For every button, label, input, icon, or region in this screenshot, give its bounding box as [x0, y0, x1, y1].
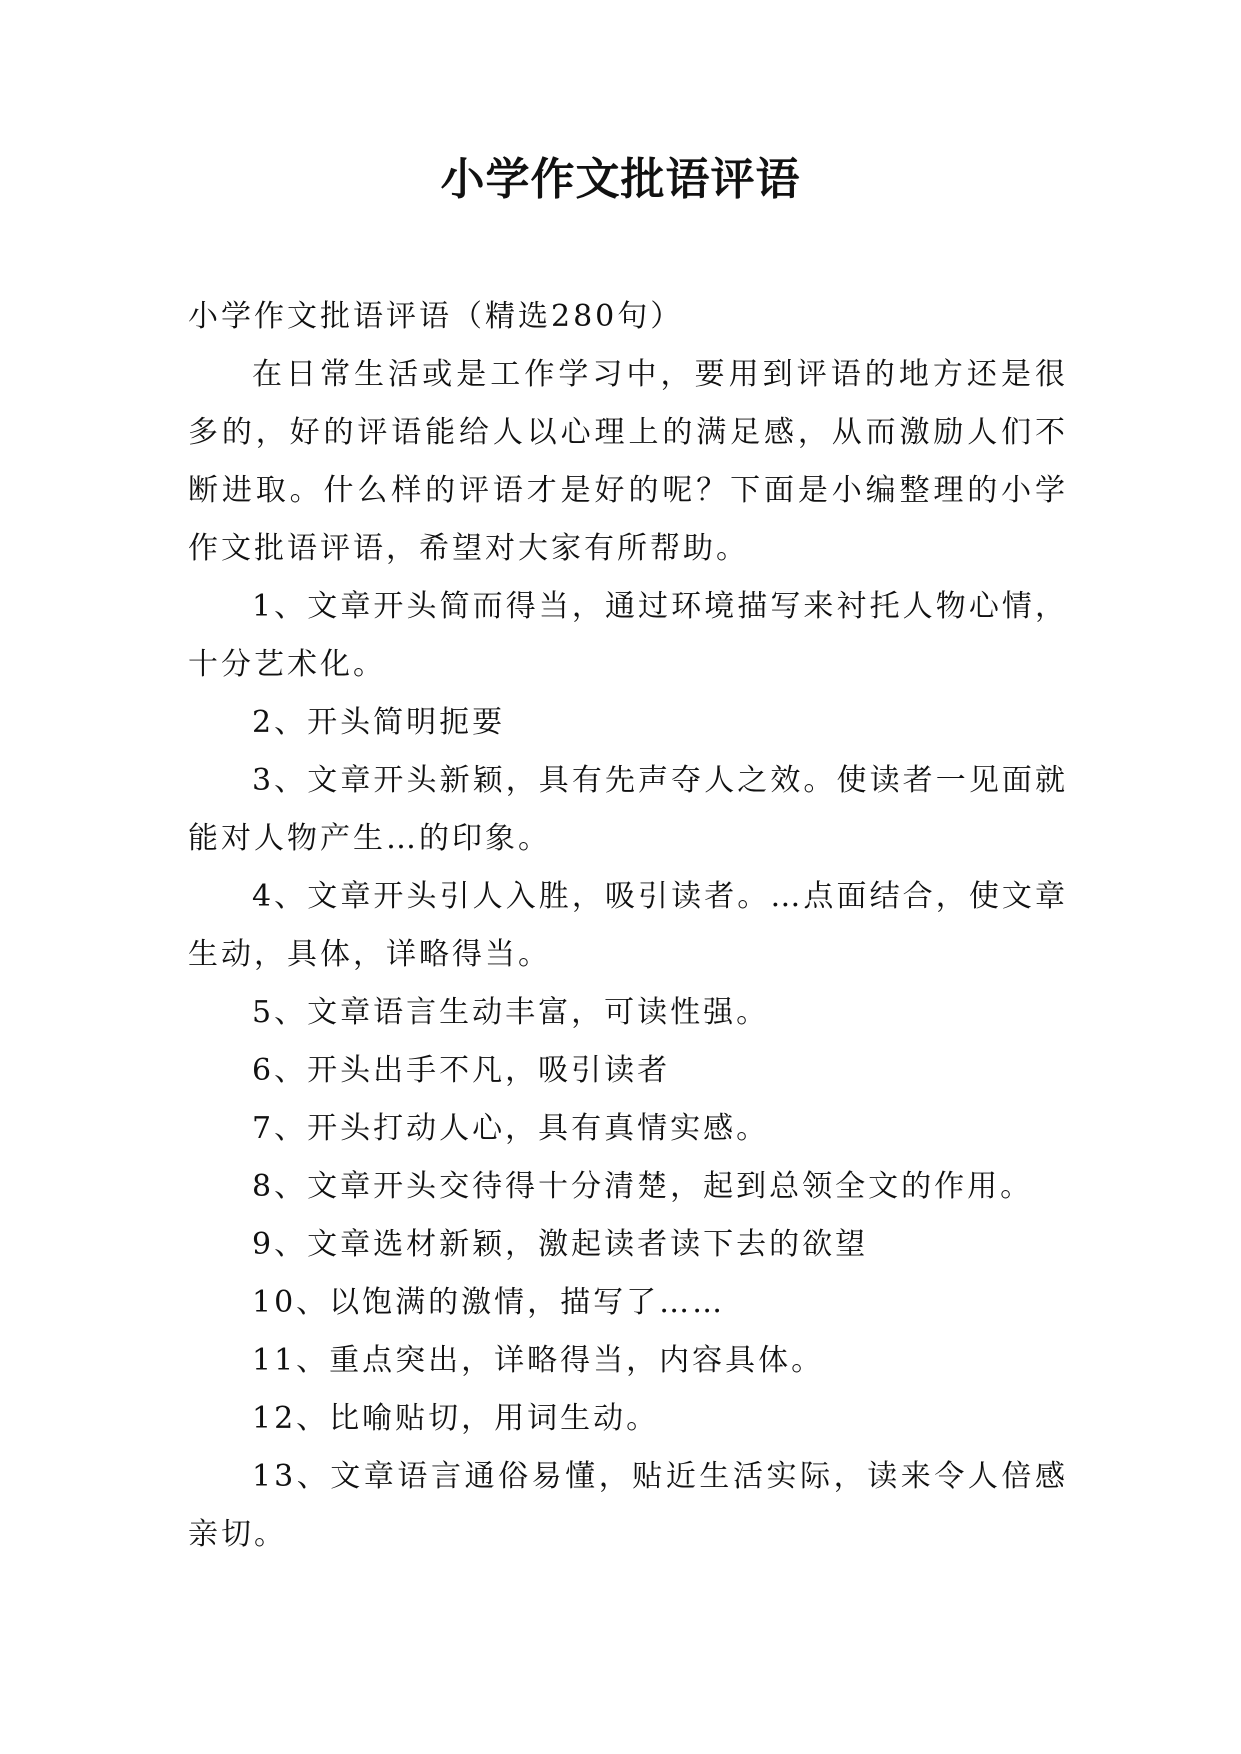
intro-paragraph: 在日常生活或是工作学习中，要用到评语的地方还是很多的，好的评语能给人以心理上的满足感，从而激励人们不断进取。什么样的评语才是好的呢？下面是小编整理的小学作文批语评语，希望对大家有所帮助。 [188, 357, 1068, 566]
comment-item: 12、比喻贴切，用词生动。 [252, 1401, 660, 1436]
comment-item: 9、文章选材新颖，激起读者读下去的欲望 [252, 1227, 869, 1262]
comment-item: 6、开头出手不凡，吸引读者 [252, 1053, 671, 1088]
document-title: 小学作文批语评语 [440, 154, 801, 205]
document-body [188, 288, 1068, 1564]
comment-item: 5、文章语言生动丰富，可读性强。 [252, 995, 770, 1030]
comment-item: 8、文章开头交待得十分清楚，起到总领全文的作用。 [252, 1169, 1034, 1204]
comment-item: 4、文章开头引人入胜，吸引读者。…点面结合，使文章生动，具体，详略得当。 [188, 879, 1068, 972]
comment-item: 13、文章语言通俗易懂，贴近生活实际，读来令人倍感亲切。 [188, 1459, 1068, 1552]
comment-item: 10、以饱满的激情，描写了…… [252, 1285, 726, 1320]
comment-item: 2、开头简明扼要 [252, 705, 506, 740]
comment-item: 7、开头打动人心，具有真情实感。 [252, 1111, 770, 1146]
comment-item: 3、文章开头新颖，具有先声夺人之效。使读者一见面就能对人物产生…的印象。 [188, 763, 1068, 856]
document-subtitle: 小学作文批语评语（精选280句） [188, 299, 684, 334]
comment-item: 1、文章开头简而得当，通过环境描写来衬托人物心情，十分艺术化。 [188, 589, 1068, 682]
comment-item: 11、重点突出，详略得当，内容具体。 [252, 1343, 825, 1378]
